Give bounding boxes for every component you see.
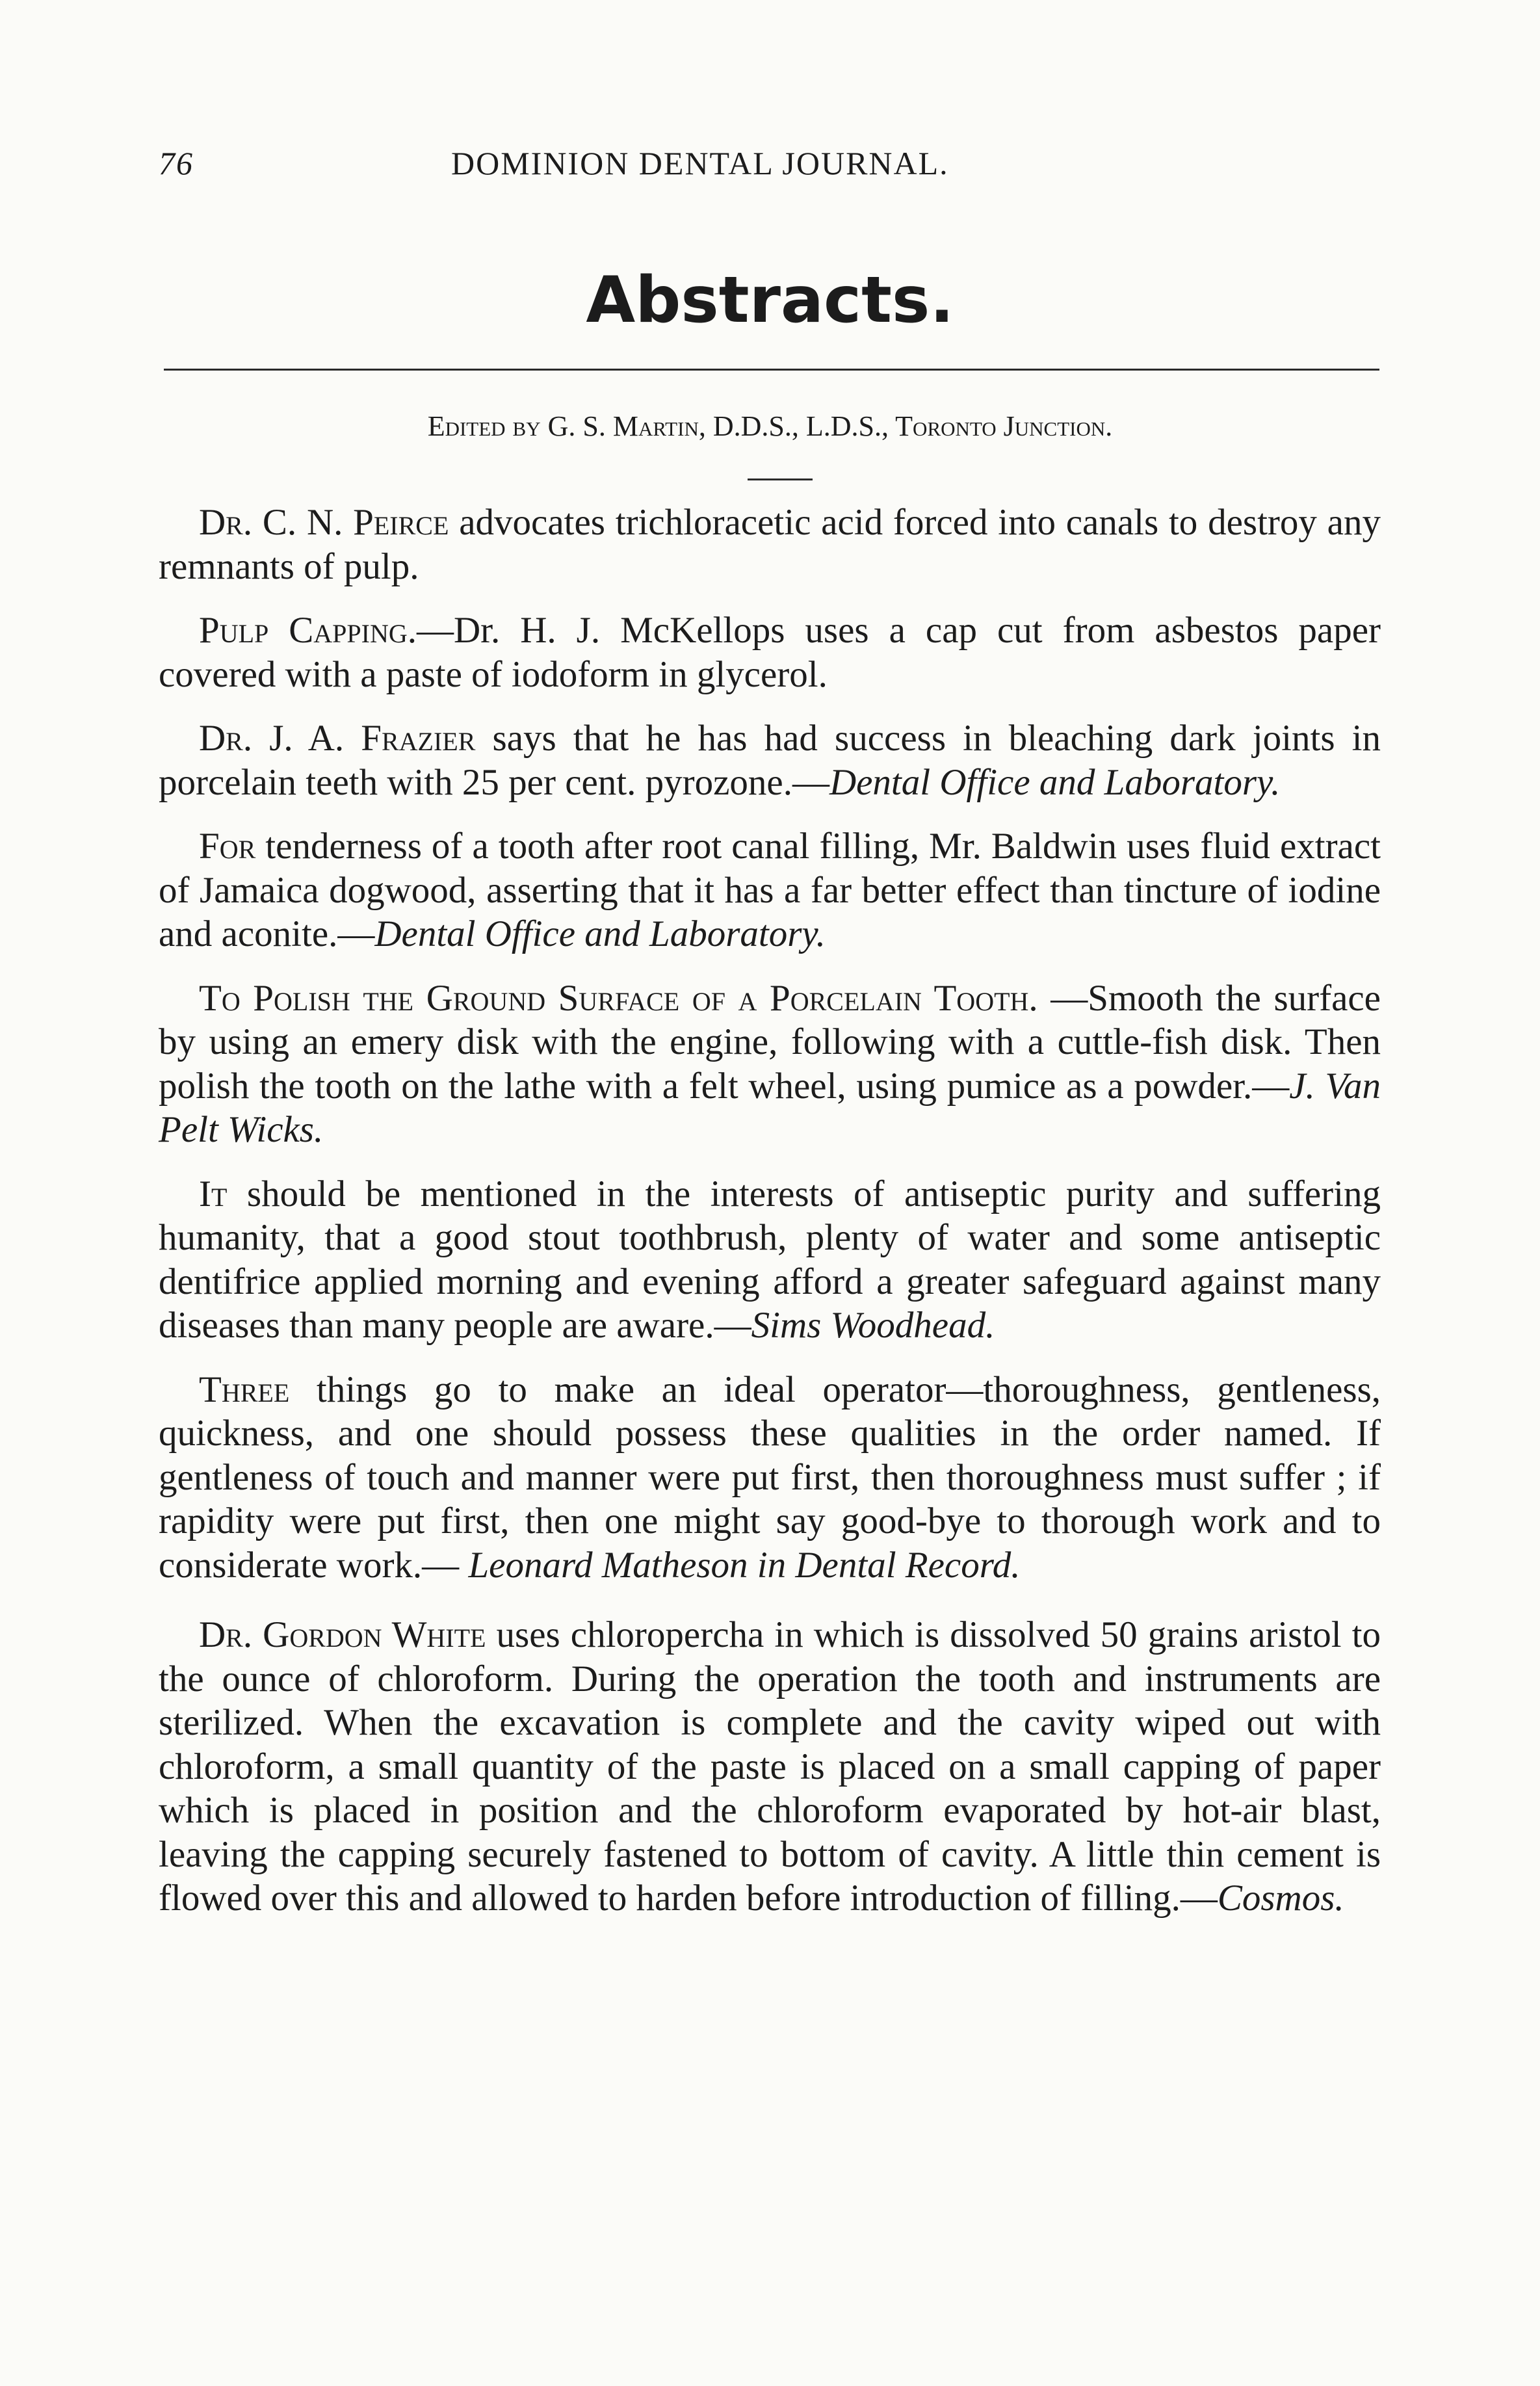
abstract-text: things go to make an ideal operator—thoroughness, gentleness, quickness, and one should possess these qualities in the order named. If gentleness of touch and manner were put first, then thoroughness must suffer ; if rapidity were put first, then one might say good-bye to thorough work and to considerate work.— bbox=[159, 1369, 1381, 1586]
abstract-paragraph bbox=[159, 1613, 1381, 1921]
abstract-source: Leonard Matheson in Dental Record. bbox=[468, 1544, 1021, 1586]
abstract-source: Sims Woodhead. bbox=[751, 1305, 995, 1346]
abstract-paragraph bbox=[159, 716, 1381, 804]
short-divider bbox=[748, 479, 813, 480]
abstract-source: Cosmos. bbox=[1217, 1878, 1344, 1919]
section-title: Abstracts. bbox=[586, 263, 954, 337]
abstract-text: advocates trichloracetic acid forced into canals to destroy any remnants of pulp. bbox=[159, 502, 1381, 587]
abstract-paragraph bbox=[159, 1368, 1381, 1588]
abstract-text: should be mentioned in the interests of antiseptic purity and suffering humanity, that a good stout toothbrush, plenty of water and some antiseptic dentifrice applied morning and evening afford a greater safeguard against many diseases than many people are aware.— bbox=[159, 1173, 1381, 1346]
abstract-lead: To Polish the Ground Surface of a Porcelain Tooth. bbox=[199, 977, 1038, 1019]
abstract-lead: Dr. J. A. Frazier bbox=[199, 718, 476, 759]
abstract-source: Dental Office and Laboratory. bbox=[374, 913, 826, 954]
editor-line-text: Edited by G. S. Martin, D.D.S., L.D.S., Toronto Junction. bbox=[427, 410, 1113, 442]
abstract-lead: Dr. Gordon White bbox=[199, 1614, 486, 1655]
abstract-text: —Smooth the surface by using an emery disk with the engine, following with a cuttle-fish disk. Then polish the tooth on the lathe with a felt wheel, using pumice as a powder.— bbox=[159, 977, 1381, 1107]
abstracts-body bbox=[159, 501, 1381, 1941]
abstract-lead: For bbox=[199, 826, 256, 867]
abstract-paragraph bbox=[159, 824, 1381, 956]
abstract-text: tenderness of a tooth after root canal filling, Mr. Baldwin uses fluid extract of Jamaica dogwood, asserting that it has a far better effect than tincture of iodine and aconite.— bbox=[159, 826, 1381, 954]
abstract-text: uses chloropercha in which is dissolved 50 grains aristol to the ounce of chloroform. During the operation the tooth and instruments are sterilized. When the excavation is complete and the cavity wiped out with chloroform, a small quantity of the paste is placed on a small capping of paper which is placed in position and the chloroform evaporated by hot-air blast, leaving the capping securely fastened to bottom of cavity. A little thin cement is flowed over this and allowed to harden before introduction of filling.— bbox=[159, 1614, 1381, 1919]
abstract-paragraph bbox=[159, 501, 1381, 588]
page-number: 76 bbox=[159, 145, 194, 181]
abstract-lead: Pulp Capping. bbox=[199, 610, 417, 651]
running-head bbox=[159, 144, 1381, 190]
editor-line bbox=[0, 410, 1540, 443]
journal-title: DOMINION DENTAL JOURNAL. bbox=[451, 145, 949, 181]
abstract-text: —Dr. H. J. McKellops uses a cap cut from asbestos paper covered with a paste of iodoform in glycerol. bbox=[159, 610, 1381, 695]
abstract-paragraph bbox=[159, 609, 1381, 696]
title-rule bbox=[164, 369, 1379, 371]
abstract-text: says that he has had success in bleaching dark joints in porcelain teeth with 25 per cent. pyrozone.— bbox=[159, 718, 1381, 803]
abstract-lead: It bbox=[199, 1173, 228, 1214]
abstract-source: J. Van Pelt Wicks. bbox=[159, 1065, 1381, 1150]
abstract-lead: Three bbox=[199, 1369, 290, 1410]
abstract-paragraph bbox=[159, 1172, 1381, 1348]
abstract-source: Dental Office and Laboratory. bbox=[829, 761, 1281, 803]
abstract-lead: Dr. C. N. Peirce bbox=[199, 502, 449, 543]
abstract-paragraph bbox=[159, 977, 1381, 1152]
